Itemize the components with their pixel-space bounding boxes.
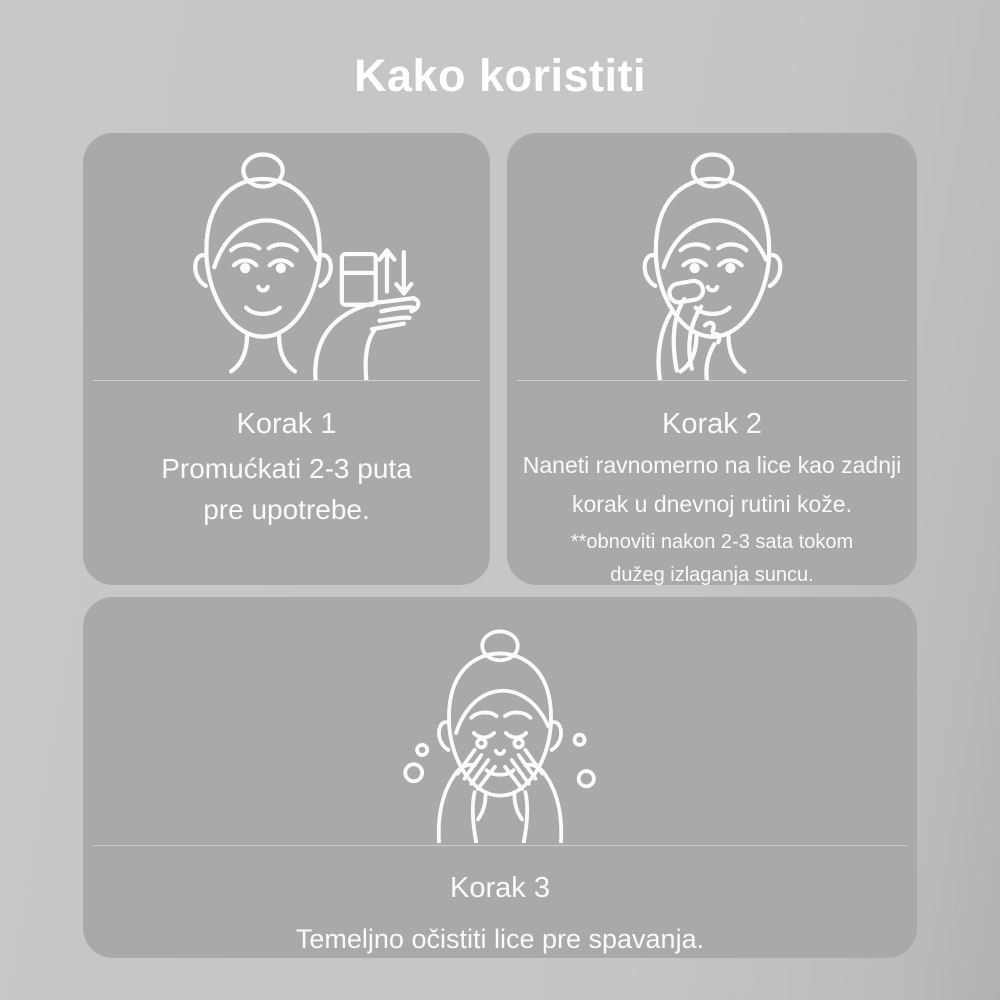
step-1-card bbox=[83, 133, 490, 585]
step-text-line: Temeljno očistiti lice pre spavanja. bbox=[295, 924, 705, 954]
step-3-card bbox=[83, 597, 917, 958]
page-title: Kako koristiti bbox=[353, 50, 647, 101]
step-label: Korak 3 bbox=[450, 872, 550, 904]
step-note-line: **obnoviti nakon 2-3 sata tokom bbox=[570, 531, 854, 553]
apply-product-illustration bbox=[507, 133, 917, 380]
card-divider bbox=[93, 380, 480, 381]
step-label: Korak 1 bbox=[236, 408, 337, 440]
step-note-line: dužeg izlaganja suncu. bbox=[610, 564, 814, 586]
step-label: Korak 2 bbox=[662, 408, 762, 440]
woman-washing-face-icon bbox=[373, 623, 627, 843]
step-text-line: pre upotrebe. bbox=[203, 494, 370, 525]
woman-shaking-bottle-icon bbox=[141, 145, 432, 380]
step-text-line: Promućkati 2-3 puta bbox=[161, 453, 412, 484]
step-text-line: Naneti ravnomerno na lice kao zadnji bbox=[522, 452, 902, 478]
shake-bottle-illustration bbox=[83, 133, 490, 380]
card-divider bbox=[517, 380, 907, 381]
step-text-line: korak u dnevnoj rutini kože. bbox=[572, 491, 852, 517]
woman-applying-product-icon bbox=[581, 145, 844, 380]
wash-face-illustration bbox=[83, 597, 917, 845]
card-divider bbox=[93, 845, 907, 846]
step-2-card bbox=[507, 133, 917, 585]
